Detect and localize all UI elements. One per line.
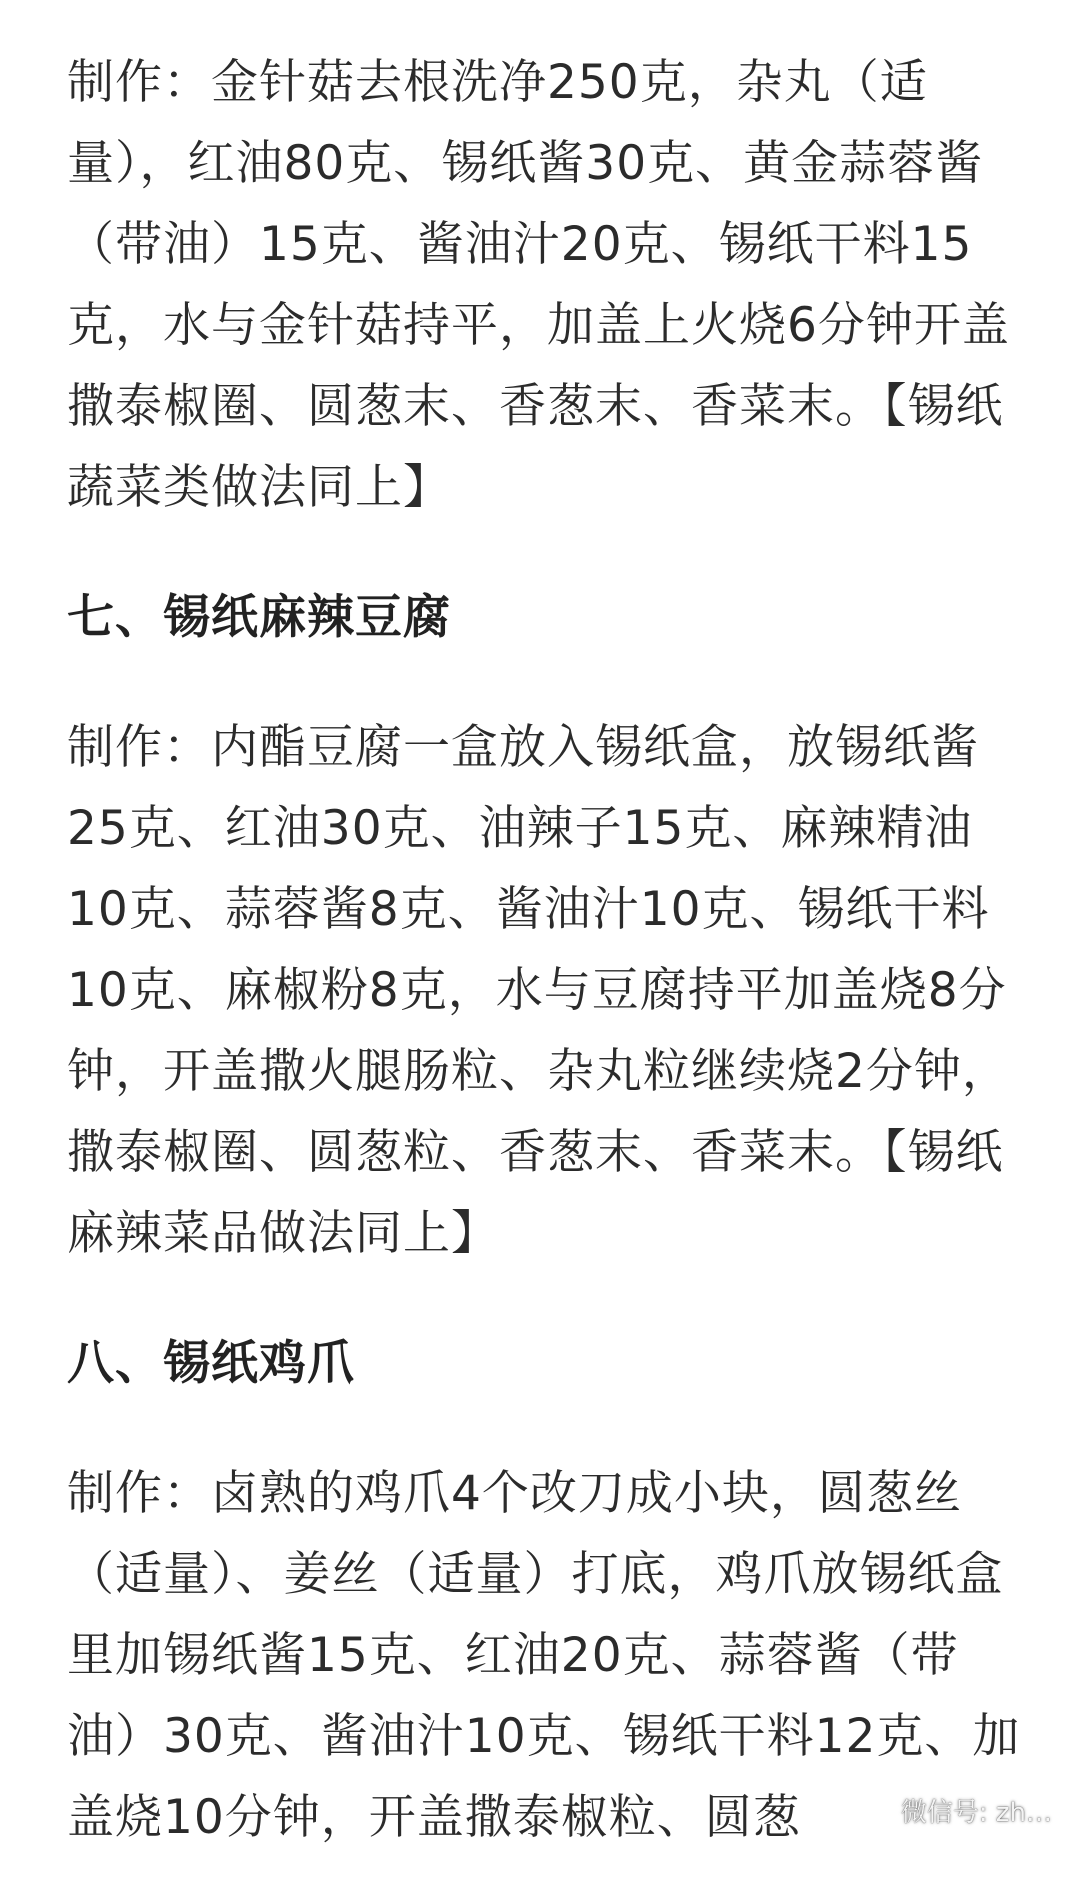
wechat-watermark bbox=[859, 1792, 1052, 1829]
paragraph-recipe-7-steps: 制作：内酯豆腐一盒放入锡纸盒，放锡纸酱25克、红油30克、油辣子15克、麻辣精油10克、蒜蓉酱8克、酱油汁10克、锡纸干料10克、麻椒粉8克，水与豆腐持平加盖烧8分钟，开盖撒火腿肠粒、杂丸粒继续烧2分钟，撒泰椒圈、圆葱粒、香葱末、香菜末。【锡纸麻辣菜品做法同上】 bbox=[67, 720, 1010, 1261]
article-body bbox=[67, 42, 1027, 1858]
section-heading-7: 七、锡纸麻辣豆腐 bbox=[67, 590, 451, 645]
watermark-text: 微信号: zh… bbox=[900, 1798, 1052, 1828]
paragraph-recipe-8-steps: 制作：卤熟的鸡爪4个改刀成小块，圆葱丝（适量）、姜丝（适量）打底，鸡爪放锡纸盒里加锡纸酱15克、红油20克、蒜蓉酱（带油）30克、酱油汁10克、锡纸干料12克、加盖烧10分钟，开盖撒泰椒粒、圆葱 bbox=[67, 1466, 1021, 1845]
section-heading-8: 八、锡纸鸡爪 bbox=[67, 1336, 355, 1391]
paragraph-recipe-6-steps: 制作：金针菇去根洗净250克，杂丸（适量），红油80克、锡纸酱30克、黄金蒜蓉酱（带油）15克、酱油汁20克、锡纸干料15克，水与金针菇持平，加盖上火烧6分钟开盖撒泰椒圈、圆葱末、香葱末、香菜末。【锡纸蔬菜类做法同上】 bbox=[67, 55, 1010, 515]
wechat-icon bbox=[859, 1797, 893, 1825]
